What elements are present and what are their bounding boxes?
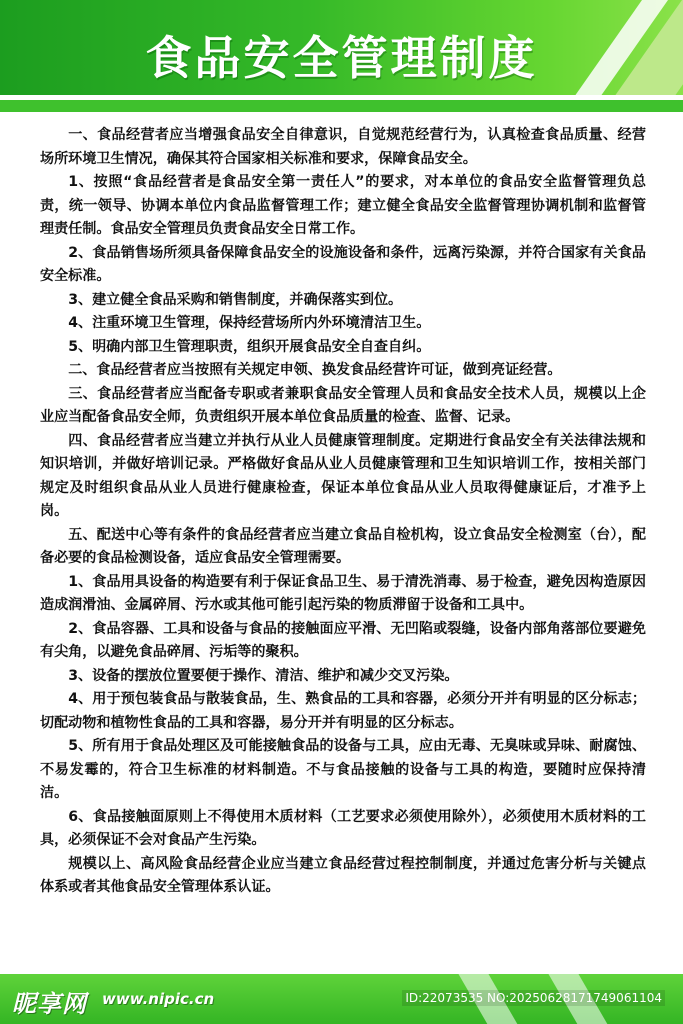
paragraph: 一、食品经营者应当增强食品安全自律意识，自觉规范经营行为，认真检查食品质量、经营场所环境卫生情况，确保其符合国家相关标准和要求，保障食品安全。 [40,127,646,167]
paragraph: 四、食品经营者应当建立并执行从业人员健康管理制度。定期进行食品安全有关法律法规和知识培训，并做好培训记录。严格做好食品从业人员健康管理和卫生知识培训工作，按相关部门规定及时组织食品从业人员进行健康检查，保证本单位食品从业人员取得健康证后，才准予上岗。 [40,432,646,519]
paragraph: 1、按照“食品经营者是食品安全第一责任人”的要求，对本单位的食品安全监督管理负总责，统一领导、协调本单位内食品监督管理工作；建立健全食品安全监督管理协调机制和监督管理责任制。食品安全管理员负责食品安全日常工作。 [40,174,646,237]
document-body [40,124,646,900]
header-banner [0,0,683,95]
paragraph: 5、所有用于食品处理区及可能接触食品的设备与工具，应由无毒、无臭味或异味、耐腐蚀、不易发霉的，符合卫生标准的材料制造。不与食品接触的设备与工具的构造，要随时应保持清洁。 [40,738,646,801]
paragraph: 五、配送中心等有条件的食品经营者应当建立食品自检机构，设立食品安全检测室（台），配备必要的食品检测设备，适应食品安全管理需要。 [40,526,646,566]
paragraph: 二、食品经营者应当按照有关规定申领、换发食品经营许可证，做到亮证经营。 [68,362,562,378]
paragraph: 1、食品用具设备的构造要有利于保证食品卫生、易于清洗消毒、易于检查，避免因构造原因造成润滑油、金属碎屑、污水或其他可能引起污染的物质滞留于设备和工具中。 [40,573,646,613]
paragraph: 2、食品销售场所须具备保障食品安全的设施设备和条件，远离污染源，并符合国家有关食品安全标准。 [40,244,646,284]
paragraph: 3、建立健全食品采购和销售制度，并确保落实到位。 [68,291,403,308]
paragraph: 2、食品容器、工具和设备与食品的接触面应平滑、无凹陷或裂缝，设备内部角落部位要避免有尖角，以避免食品碎屑、污垢等的聚积。 [40,620,646,660]
paragraph: 6、食品接触面原则上不得使用木质材料（工艺要求必须使用除外），必须使用木质材料的工具，必须保证不会对食品产生污染。 [40,808,646,848]
page-title: 食品安全管理制度 [145,31,538,85]
paragraph: 4、注重环境卫生管理，保持经营场所内外环境清洁卫生。 [68,315,431,331]
paragraph: 5、明确内部卫生管理职责，组织开展食品安全自查自纠。 [68,338,431,355]
paragraph: 3、设备的摆放位置要便于操作、清洁、维护和减少交叉污染。 [68,667,459,684]
watermark-site: www.nipic.cn [102,990,215,1008]
paragraph: 三、食品经营者应当配备专职或者兼职食品安全管理人员和食品安全技术人员，规模以上企业应当配备食品安全师，负责组织开展本单位食品质量的检查、监督、记录。 [40,385,646,425]
divider-band [0,100,683,112]
paragraph: 规模以上、高风险食品经营企业应当建立食品经营过程控制制度，并通过危害分析与关键点体系或者其他食品安全管理体系认证。 [40,855,646,895]
watermark-id: ID:22073535 NO:20250628171749061104 [402,990,665,1006]
paragraph: 4、用于预包装食品与散装食品，生、熟食品的工具和容器，必须分开并有明显的区分标志；切配动物和植物性食品的工具和容器，易分开并有明显的区分标志。 [40,691,646,731]
watermark-logo: 昵享网 [12,990,87,1018]
